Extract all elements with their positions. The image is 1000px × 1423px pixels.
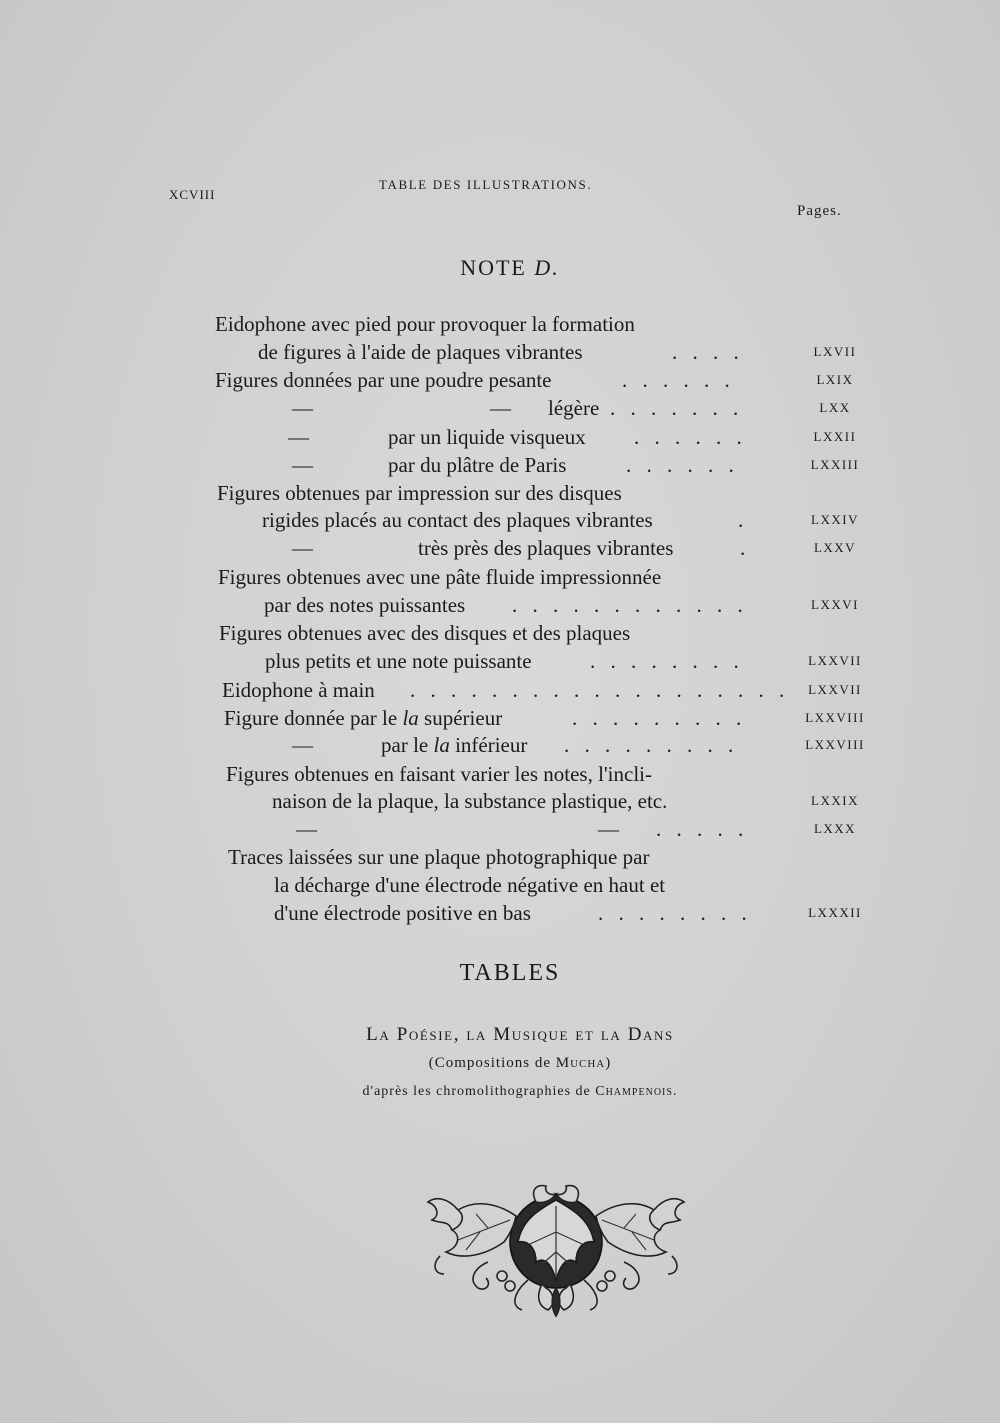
- entry-text-note: la: [402, 706, 419, 730]
- leader-dots: .: [738, 508, 749, 532]
- illustration-entry: [0, 815, 1000, 843]
- vine-leaf-ornament-icon: [418, 1180, 694, 1318]
- illustration-entry: [0, 479, 1000, 507]
- page-ref: LXXXII: [808, 905, 862, 920]
- page-ref: LXXII: [813, 429, 857, 444]
- leader-dots: . . . . . . . . . . . .: [512, 593, 748, 617]
- illustration-entry: [0, 310, 1000, 338]
- ditto-dash: —: [288, 425, 309, 449]
- illustration-entry-cont: [0, 338, 1000, 366]
- entry-text-line2: rigides placés au contact des plaques vibrantes: [262, 508, 653, 532]
- illustration-entry: [0, 704, 1000, 732]
- section-title: [0, 255, 1000, 281]
- leader-dots: . . . . . .: [634, 425, 747, 449]
- page-ref: LXXX: [813, 821, 857, 836]
- page-ref: LXXVII: [808, 682, 862, 697]
- folio-number: XCVIII: [169, 187, 216, 202]
- page-ref: LXXIX: [811, 793, 859, 808]
- entry-text: par un liquide visqueux: [388, 425, 586, 449]
- illustration-entry: [0, 619, 1000, 647]
- page-ref: LXIX: [816, 372, 854, 387]
- tables-subtitle: La Poésie, la Musique et la Dans: [366, 1024, 674, 1045]
- illustration-entry: [0, 366, 1000, 394]
- entry-text-line2: la décharge d'une électrode négative en haut et: [274, 873, 666, 897]
- tables-heading: TABLES: [459, 960, 561, 986]
- illustration-entry: [0, 451, 1000, 479]
- entry-text: très près des plaques vibrantes: [418, 536, 674, 560]
- entry-text: par du plâtre de Paris: [388, 453, 567, 477]
- entry-text-note: la: [433, 733, 450, 757]
- illustration-entry-cont: [0, 787, 1000, 815]
- leader-dots: . . . . . . .: [610, 396, 744, 420]
- leader-dots: . . . . . .: [626, 453, 739, 477]
- illustration-entry: [0, 394, 1000, 422]
- artist-name: Mucha: [555, 1055, 606, 1071]
- ditto-dash: —: [296, 817, 317, 841]
- page-ref: LXXV: [813, 540, 857, 555]
- entry-text-line1: Figures obtenues par impression sur des disques: [217, 481, 622, 505]
- printer-credit-end: .: [672, 1084, 678, 1099]
- compositions-open: (Compositions de: [428, 1055, 551, 1071]
- leader-dots: . . . . . . . .: [598, 901, 752, 925]
- entry-text-b: supérieur: [424, 706, 503, 730]
- entry-text: légère: [548, 396, 600, 420]
- illustration-entry: [0, 534, 1000, 562]
- pages-column-label: Pages.: [797, 203, 842, 219]
- section-title-letter: D.: [534, 255, 560, 280]
- illustration-entry-cont: [0, 506, 1000, 534]
- illustration-entry-cont: [0, 591, 1000, 619]
- ditto-dash: —: [292, 536, 313, 560]
- printer-credit-text: d'après les chromolithographies de: [362, 1084, 591, 1099]
- leader-dots: .: [740, 536, 751, 560]
- page-ref: LXXVIII: [805, 710, 865, 725]
- page-ref: LXXIII: [810, 457, 860, 472]
- page-ref: LXX: [819, 400, 851, 415]
- page-ref: LXXIV: [811, 512, 859, 527]
- page-header: [165, 175, 865, 205]
- compositions-credit: [0, 1055, 1000, 1072]
- entry-text: Eidophone à main: [222, 678, 375, 702]
- leader-dots: . . . . . . . . .: [572, 706, 747, 730]
- entry-text-line2: plus petits et une note puissante: [265, 649, 532, 673]
- entry-text-line1: Traces laissées sur une plaque photographique par: [228, 845, 650, 869]
- entry-text-line1: Figures obtenues avec des disques et des plaques: [219, 621, 631, 645]
- entry-text-line2: par des notes puissantes: [264, 593, 466, 617]
- ditto-dash: —: [292, 453, 313, 477]
- printer-credit: [0, 1084, 1000, 1100]
- illustration-entry: [0, 563, 1000, 591]
- entry-text-line3: d'une électrode positive en bas: [274, 901, 531, 925]
- ditto-dash: —: [292, 396, 313, 420]
- illustration-entry: [0, 423, 1000, 451]
- entry-text-line1: Eidophone avec pied pour provoquer la formation: [215, 312, 635, 336]
- leader-dots: . . . .: [672, 340, 744, 364]
- illustration-entry-cont: [0, 899, 1000, 927]
- illustration-entry: [0, 843, 1000, 871]
- section-title-prefix: NOTE: [460, 255, 527, 280]
- entry-text-line2: naison de la plaque, la substance plastique, etc.: [272, 789, 668, 813]
- printer-name: Champenois: [595, 1084, 673, 1099]
- page-ref: LXVII: [813, 344, 857, 359]
- ditto-dash: —: [490, 396, 511, 420]
- illustration-entry-cont: [0, 871, 1000, 899]
- entry-text-a: par le: [381, 733, 429, 757]
- illustration-entry: [0, 760, 1000, 788]
- illustration-entry: [0, 731, 1000, 759]
- leader-dots: . . . . . . . . .: [564, 733, 739, 757]
- entry-text-line2: de figures à l'aide de plaques vibrantes: [258, 340, 583, 364]
- leader-dots: . . . . . . . .: [590, 649, 744, 673]
- leader-dots: . . . . . . . . . . . . . . . . . . .: [410, 678, 790, 702]
- entry-text-a: Figure donnée par le: [224, 706, 398, 730]
- ditto-dash: —: [598, 817, 619, 841]
- entry-text: [381, 731, 527, 759]
- illustration-entry: [0, 676, 1000, 704]
- leader-dots: . . . . .: [656, 817, 749, 841]
- illustration-entry-cont: [0, 647, 1000, 675]
- entry-text-line1: Figures obtenues en faisant varier les notes, l'incli-: [226, 762, 652, 786]
- ditto-dash: —: [292, 733, 313, 757]
- page-ref: LXXVI: [811, 597, 859, 612]
- leader-dots: . . . . . .: [622, 368, 735, 392]
- page-ref: LXXVIII: [805, 737, 865, 752]
- entry-text-line1: Figures obtenues avec une pâte fluide impressionnée: [218, 565, 662, 589]
- page-ref: LXXVII: [808, 653, 862, 668]
- entry-text-b: inférieur: [455, 733, 528, 757]
- entry-text: [224, 704, 502, 732]
- running-title: TABLE DES ILLUSTRATIONS.: [379, 177, 593, 192]
- compositions-close: ): [605, 1055, 612, 1071]
- entry-text: Figures données par une poudre pesante: [215, 368, 552, 392]
